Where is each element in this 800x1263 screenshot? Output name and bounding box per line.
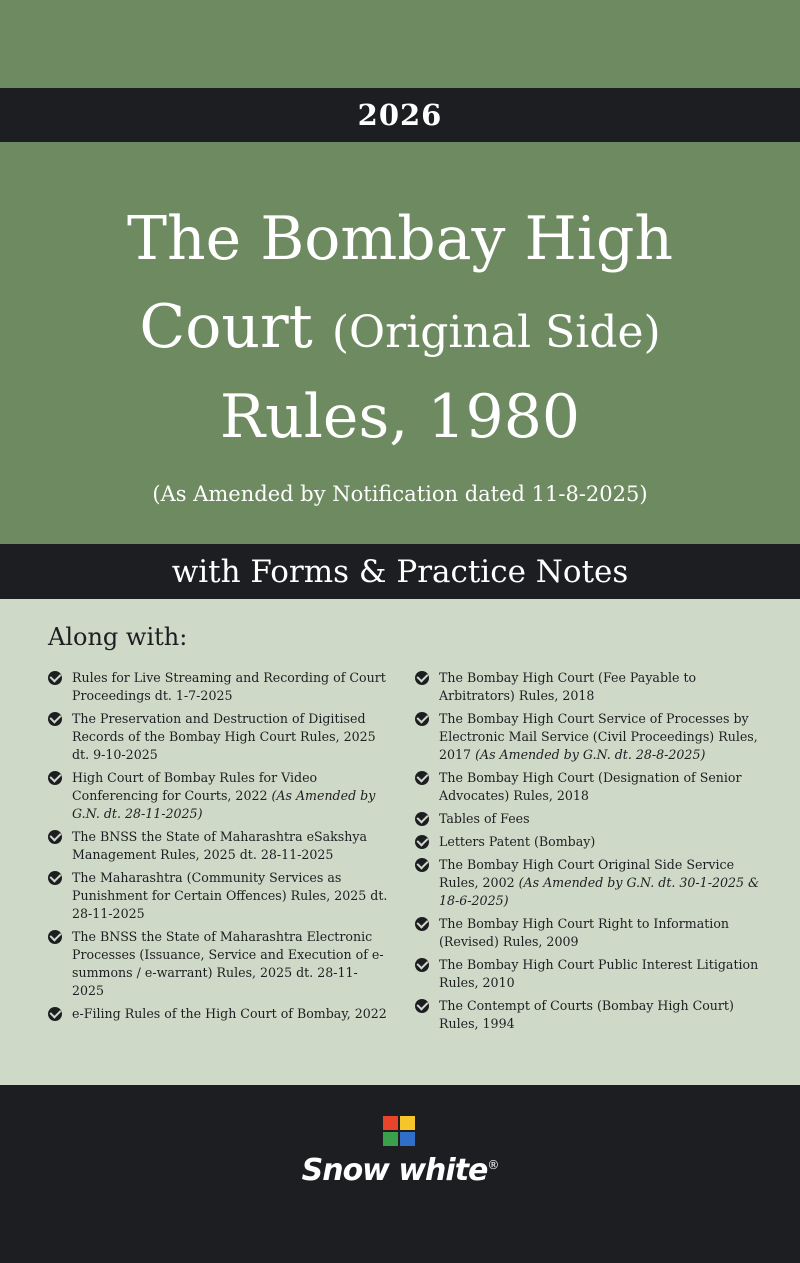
list-item xyxy=(415,956,760,992)
list-item-text: The Bombay High Court (Designation of Senior Advocates) Rules, 2018 xyxy=(439,770,742,803)
list-item-amendment: (As Amended by G.N. dt. 28-11-2025) xyxy=(72,788,376,821)
title-band xyxy=(0,142,800,544)
book-title-original-side: (Original Side) xyxy=(331,307,661,358)
publisher-band xyxy=(0,1085,800,1263)
list-item-text: The Bombay High Court Original Side Service Rules, 2002 xyxy=(439,857,735,890)
subtitle: with Forms & Practice Notes xyxy=(171,553,629,590)
list-item xyxy=(415,810,760,828)
list-item-text: The Contempt of Courts (Bombay High Court) Rules, 1994 xyxy=(439,998,734,1031)
list-item-text: e-Filing Rules of the High Court of Bombay, 2022 xyxy=(72,1006,387,1021)
check-circle-icon xyxy=(415,917,429,931)
edition-year: 2026 xyxy=(357,98,443,132)
list-item xyxy=(415,915,760,951)
publisher-name-text: Snow white xyxy=(301,1153,488,1188)
subtitle-band xyxy=(0,544,800,599)
publisher-logo-icon xyxy=(381,1116,417,1146)
check-circle-icon xyxy=(415,858,429,872)
book-title-line-3: Rules, 1980 xyxy=(219,382,581,452)
list-item-text: The Bombay High Court Public Interest Litigation Rules, 2010 xyxy=(439,957,759,990)
check-circle-icon xyxy=(415,958,429,972)
check-circle-icon xyxy=(415,999,429,1013)
check-circle-icon xyxy=(415,771,429,785)
check-circle-icon xyxy=(415,671,429,685)
list-item xyxy=(48,769,388,823)
top-green-band xyxy=(0,0,800,88)
list-item-text: Letters Patent (Bombay) xyxy=(439,834,596,849)
list-item-text: Tables of Fees xyxy=(439,811,530,826)
list-item xyxy=(415,997,760,1033)
right-contents-list xyxy=(415,669,760,1038)
list-item xyxy=(415,769,760,805)
check-circle-icon xyxy=(415,812,429,826)
check-circle-icon xyxy=(48,771,62,785)
check-circle-icon xyxy=(48,712,62,726)
list-item xyxy=(415,833,760,851)
list-item-text: The Bombay High Court Service of Processes by Electronic Mail Service (Civil Proceedings) Rules, 2017 xyxy=(439,711,758,762)
list-item xyxy=(415,710,760,764)
book-title-line-2 xyxy=(0,292,800,362)
publisher-name xyxy=(0,1153,800,1188)
list-item xyxy=(48,828,388,864)
list-item xyxy=(415,669,760,705)
check-circle-icon xyxy=(48,930,62,944)
list-item-amendment: (As Amended by G.N. dt. 28-8-2025) xyxy=(475,747,706,762)
registered-mark: ® xyxy=(487,1158,499,1172)
book-title-line-1: The Bombay High xyxy=(126,204,674,274)
list-item-text: The BNSS the State of Maharashtra eSakshya Management Rules, 2025 dt. 28-11-2025 xyxy=(72,829,367,862)
amended-note: (As Amended by Notification dated 11-8-2025) xyxy=(152,482,648,506)
check-circle-icon xyxy=(48,671,62,685)
list-item-text: The Bombay High Court (Fee Payable to Arbitrators) Rules, 2018 xyxy=(439,670,697,703)
list-item-text: The Maharashtra (Community Services as Punishment for Certain Offences) Rules, 2025 dt. 28-11-2025 xyxy=(72,870,388,921)
book-title-court: Court xyxy=(139,292,313,362)
check-circle-icon xyxy=(48,830,62,844)
list-item-text: High Court of Bombay Rules for Video Conferencing for Courts, 2022 xyxy=(72,770,318,803)
list-item xyxy=(415,856,760,910)
list-item-text: The BNSS the State of Maharashtra Electronic Processes (Issuance, Service and Execution of e-summons / e-warrant) Rules, 2025 dt. 28-11-2025 xyxy=(72,929,384,998)
list-item xyxy=(48,710,388,764)
list-item-text: The Preservation and Destruction of Digitised Records of the Bombay High Court Rules, 2025 dt. 9-10-2025 xyxy=(72,711,376,762)
list-item xyxy=(48,928,388,1000)
list-item-text: The Bombay High Court Right to Information (Revised) Rules, 2009 xyxy=(439,916,730,949)
list-item-amendment: (As Amended by G.N. dt. 30-1-2025 & 18-6-2025) xyxy=(439,875,760,908)
year-band xyxy=(0,88,800,142)
check-circle-icon xyxy=(48,1007,62,1021)
list-item-text: Rules for Live Streaming and Recording of Court Proceedings dt. 1-7-2025 xyxy=(72,670,386,703)
list-item xyxy=(48,669,388,705)
left-contents-list xyxy=(48,669,388,1028)
contents-panel xyxy=(0,599,800,1085)
list-item xyxy=(48,1005,388,1023)
check-circle-icon xyxy=(48,871,62,885)
list-item xyxy=(48,869,388,923)
check-circle-icon xyxy=(415,835,429,849)
along-with-heading: Along with: xyxy=(48,623,188,651)
check-circle-icon xyxy=(415,712,429,726)
